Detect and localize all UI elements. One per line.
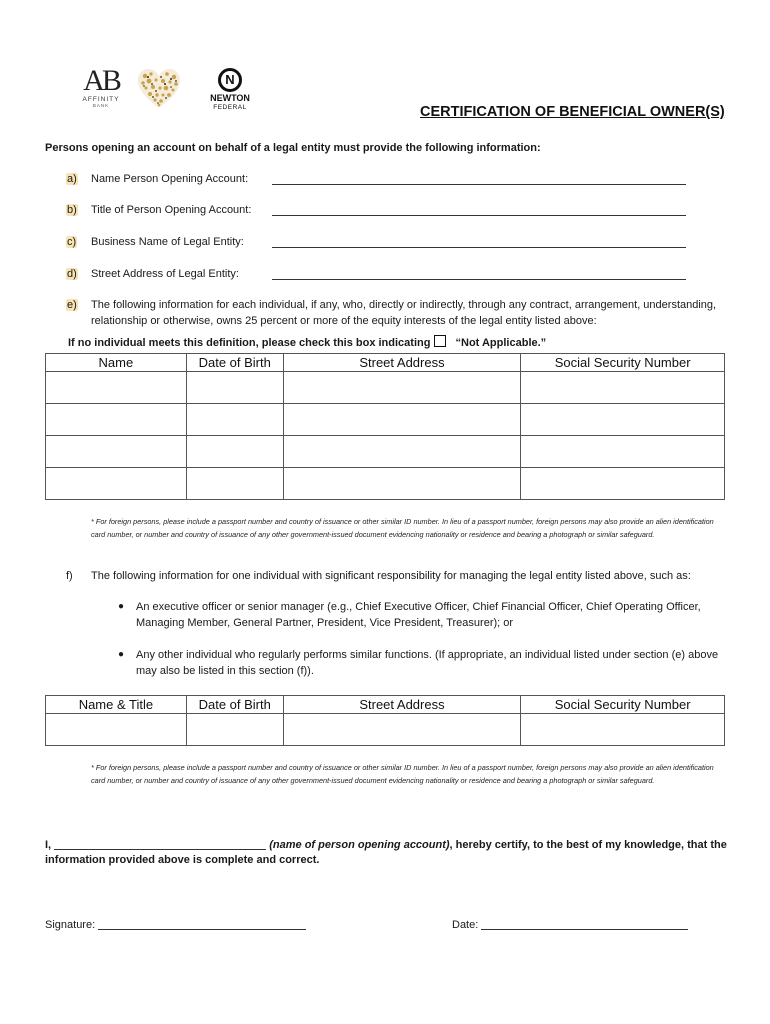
column-header-dob: Date of Birth (186, 354, 283, 372)
item-label: Name Person Opening Account: (91, 173, 249, 185)
bullet-icon: ● (118, 649, 125, 660)
foreign-persons-footnote-1: * For foreign persons, please include a passport number and country of issuance or other similar ID number. In lieu of a passport number, foreign persons may also provide an alien identification card number, or number and country of issuance of any other government-issued document evidencing nationality or residence and bearing a photograph or similar safeguard. (91, 517, 714, 539)
newton-n-icon: N (218, 68, 242, 92)
controller-dob-cell[interactable] (186, 714, 283, 746)
table-header-row (46, 696, 725, 714)
certification-suffix: , hereby certify, to the best of my knowledge, that the information provided above is complete and correct. (45, 839, 727, 866)
owner-ssn-cell[interactable] (521, 436, 725, 468)
owner-name-cell[interactable] (46, 404, 187, 436)
certification-statement (45, 838, 735, 868)
table-row (46, 468, 725, 500)
form-title: CERTIFICATION OF BENEFICIAL OWNER(S) (420, 104, 725, 120)
controller-ssn-cell[interactable] (521, 714, 725, 746)
table-row (46, 372, 725, 404)
controller-name-title-cell[interactable] (46, 714, 187, 746)
not-applicable-note (68, 335, 546, 349)
owner-address-cell[interactable] (283, 372, 521, 404)
title-person-opening-field[interactable] (272, 215, 686, 216)
business-name-field[interactable] (272, 247, 686, 248)
column-header-ssn: Social Security Number (521, 696, 725, 714)
item-letter-c: c) (67, 236, 77, 248)
owner-name-cell[interactable] (46, 468, 187, 500)
not-applicable-text: If no individual meets this definition, please check this box indicating (68, 337, 431, 349)
item-label: Title of Person Opening Account: (91, 204, 252, 216)
item-label: Street Address of Legal Entity: (91, 268, 239, 280)
owner-address-cell[interactable] (283, 468, 521, 500)
bullet-icon: ● (118, 601, 125, 612)
owner-ssn-cell[interactable] (521, 372, 725, 404)
table-header-row (46, 354, 725, 372)
item-letter-d: d) (67, 268, 77, 280)
date-line (452, 919, 688, 931)
column-header-ssn: Social Security Number (521, 354, 725, 372)
bullet-item: Any other individual who regularly performs similar functions. (If appropriate, an individual listed under section (e) above may also be listed in this section (f)). (136, 649, 719, 677)
column-header-dob: Date of Birth (186, 696, 283, 714)
controller-address-cell[interactable] (283, 714, 521, 746)
beneficial-owners-table (45, 353, 725, 500)
newton-federal-logo: N NEWTON FEDERAL (202, 68, 258, 111)
signature-label: Signature: (45, 919, 96, 931)
table-row (46, 714, 725, 746)
certifier-name-field[interactable] (54, 849, 266, 850)
owner-ssn-cell[interactable] (521, 468, 725, 500)
certification-prefix: I, (45, 839, 52, 851)
certification-name-hint: (name of person opening account) (269, 839, 450, 851)
item-e-text: The following information for each individual, if any, who, directly or indirectly, through any contract, arrangement, understanding, relationship or otherwise, owns 25 percent or more of the equity interests of the legal entity listed above: (91, 299, 717, 327)
item-letter-e: e) (67, 299, 77, 311)
street-address-field[interactable] (272, 279, 686, 280)
owner-address-cell[interactable] (283, 404, 521, 436)
foreign-persons-footnote-2: * For foreign persons, please include a passport number and country of issuance or other similar ID number. In lieu of a passport number, foreign persons may also provide an alien identification card number, or number and country of issuance of any other government-issued document evidencing nationality or residence and bearing a photograph or similar safeguard. (91, 763, 714, 785)
owner-dob-cell[interactable] (186, 372, 283, 404)
form-intro: Persons opening an account on behalf of a legal entity must provide the following information: (45, 142, 541, 154)
control-person-table (45, 695, 725, 746)
signature-line (45, 919, 306, 931)
not-applicable-label: “Not Applicable.” (455, 337, 547, 349)
owner-name-cell[interactable] (46, 372, 187, 404)
name-person-opening-field[interactable] (272, 184, 686, 185)
header-logos (78, 66, 258, 120)
item-letter-f: f) (66, 570, 73, 582)
owner-address-cell[interactable] (283, 436, 521, 468)
owner-dob-cell[interactable] (186, 436, 283, 468)
column-header-name: Name (46, 354, 187, 372)
signature-field[interactable] (98, 929, 306, 930)
item-label: Business Name of Legal Entity: (91, 236, 244, 248)
item-letter-b: b) (67, 204, 77, 216)
owner-dob-cell[interactable] (186, 404, 283, 436)
column-header-address: Street Address (283, 696, 521, 714)
bullet-item: An executive officer or senior manager (e.g., Chief Executive Officer, Chief Financial Officer, Chief Operating Officer, Managing Member, General Partner, President, Vice President, Treasurer); or (136, 601, 701, 629)
table-row (46, 404, 725, 436)
owner-ssn-cell[interactable] (521, 404, 725, 436)
column-header-address: Street Address (283, 354, 521, 372)
date-label: Date: (452, 919, 479, 931)
item-letter-a: a) (67, 173, 77, 185)
table-row (46, 436, 725, 468)
owner-dob-cell[interactable] (186, 468, 283, 500)
affinity-bank-logo: AB AFFINITY BANK (82, 64, 120, 108)
owner-name-cell[interactable] (46, 436, 187, 468)
heart-mosaic-icon (136, 66, 182, 112)
date-field[interactable] (481, 929, 688, 930)
not-applicable-checkbox[interactable] (434, 335, 446, 347)
item-f-text: The following information for one individual with significant responsibility for managing the legal entity listed above, such as: (91, 570, 691, 582)
column-header-name-title: Name & Title (46, 696, 187, 714)
